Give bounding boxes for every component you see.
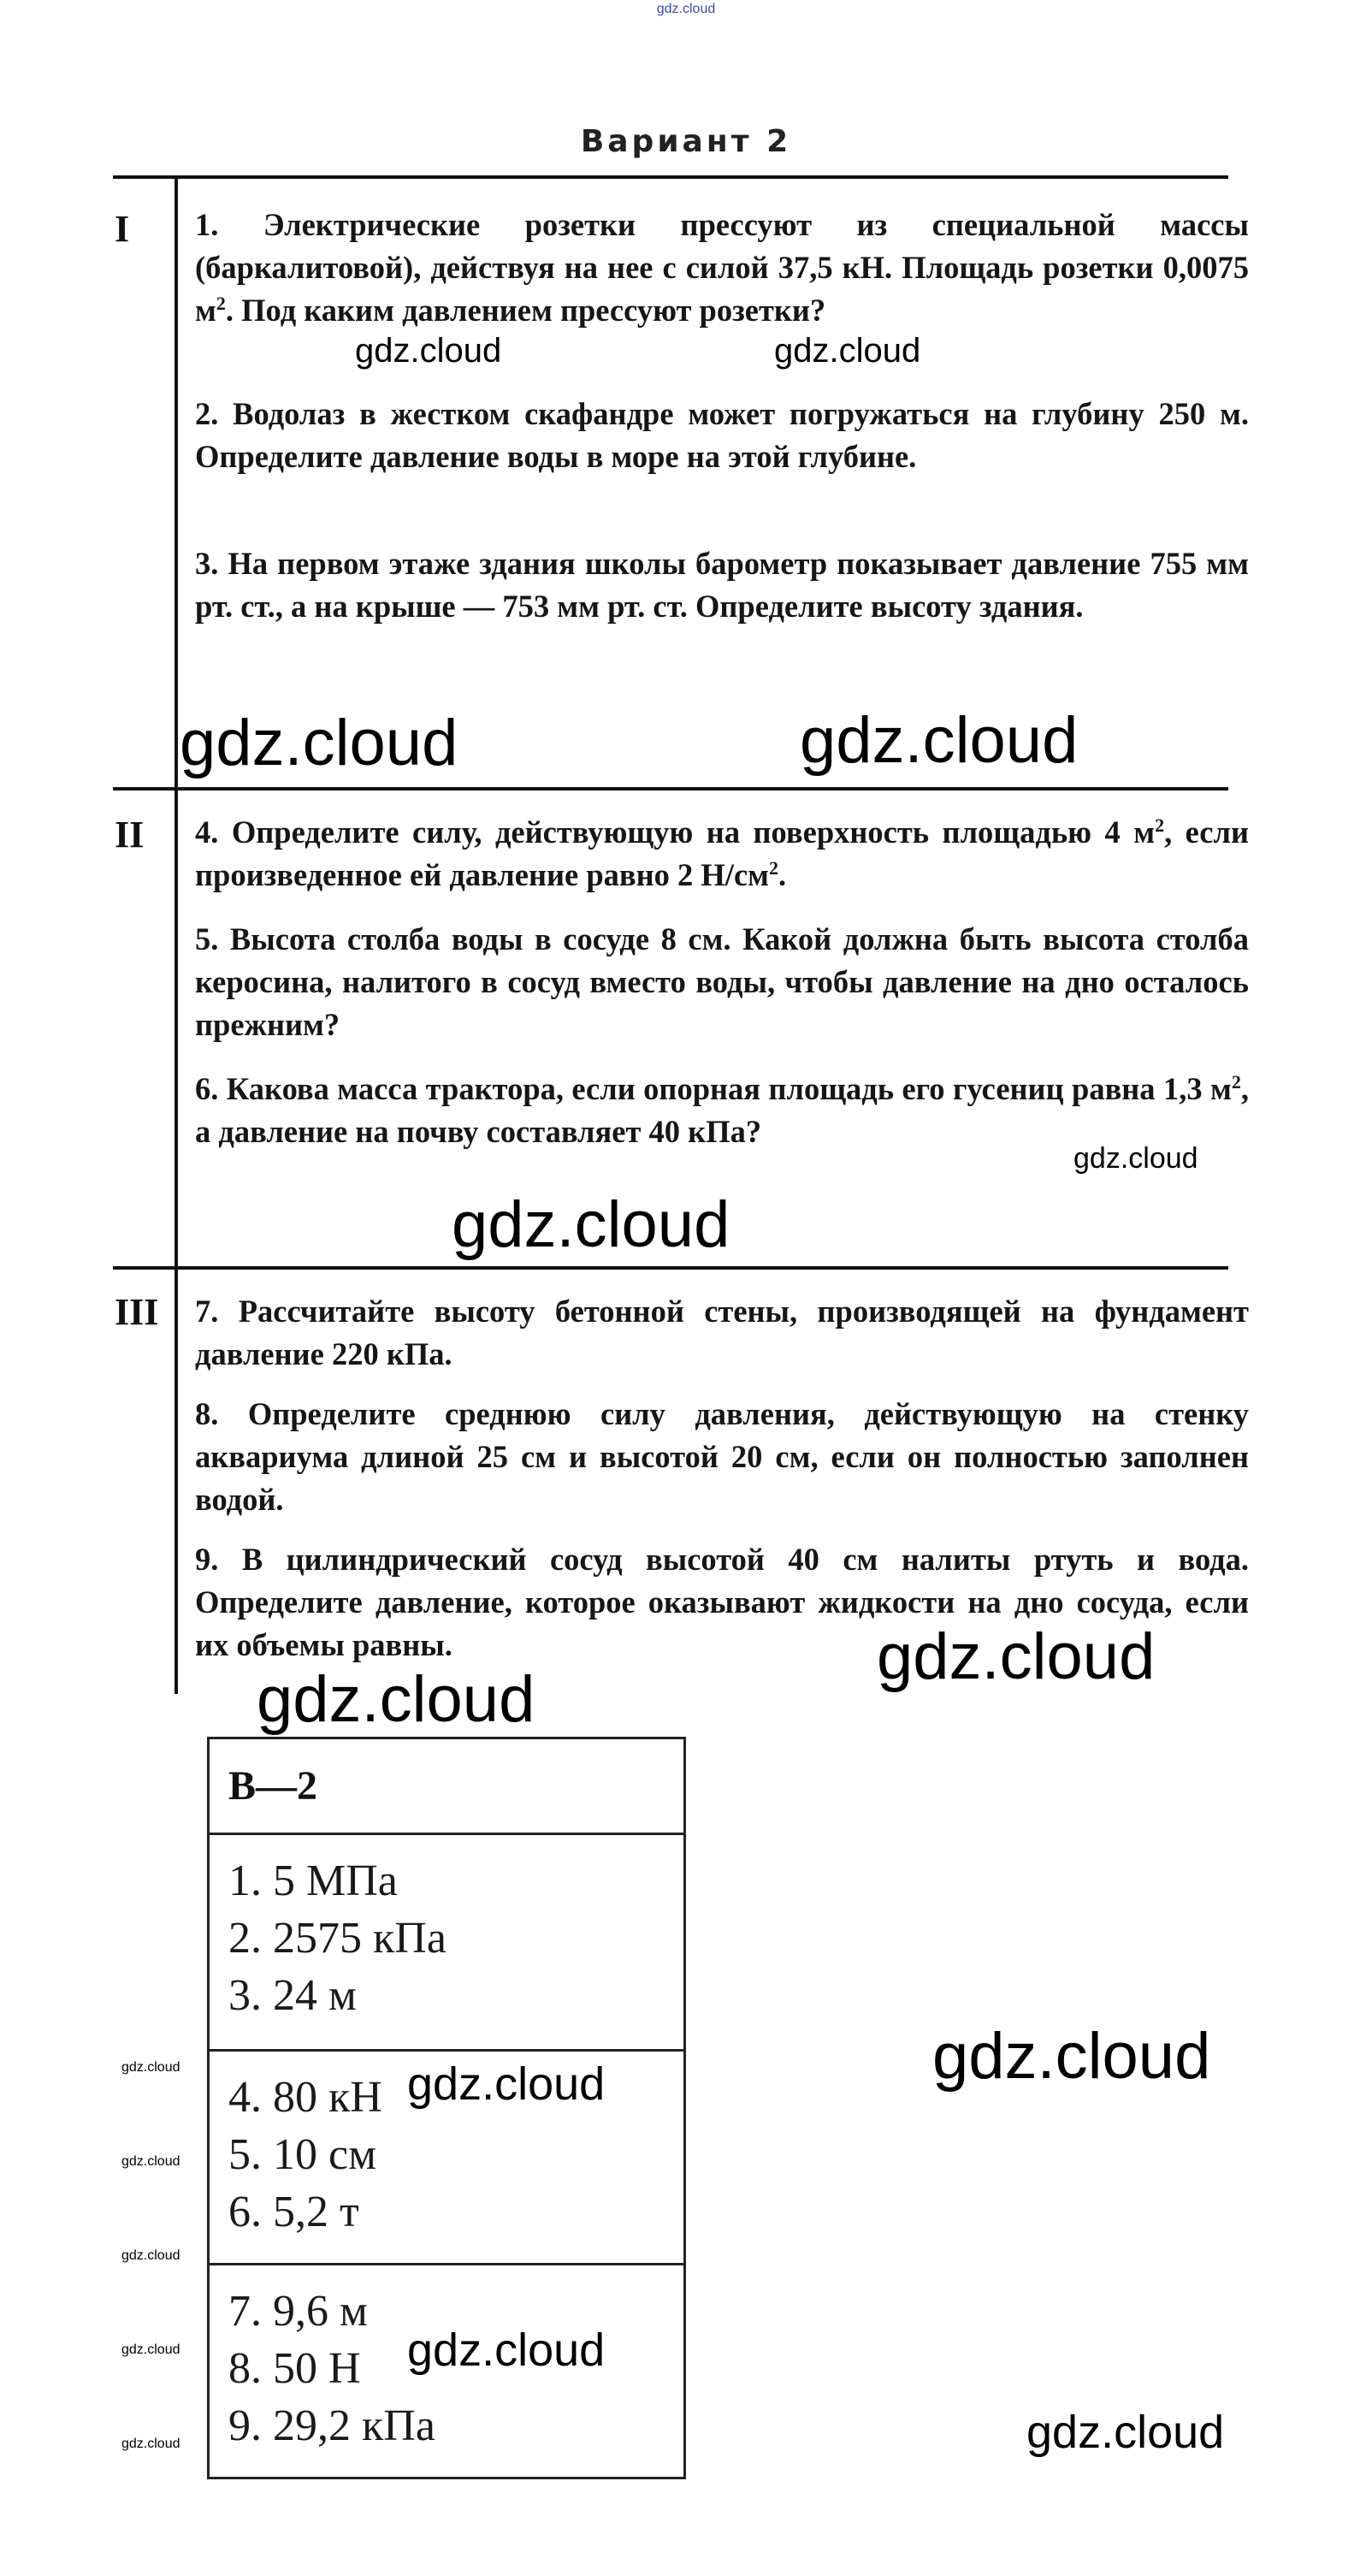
task-3 bbox=[195, 542, 1249, 628]
superscript: 2 bbox=[216, 292, 226, 314]
answer-6: 6. 5,2 т bbox=[228, 2188, 359, 2236]
watermark: gdz.cloud bbox=[774, 332, 921, 370]
task-2 bbox=[195, 393, 1249, 478]
answer-5: 5. 10 см bbox=[228, 2130, 376, 2179]
task-text-tail: . bbox=[778, 857, 787, 892]
task-text: Определите среднюю силу давления, действующую на стенку аквариума длиной 25 см и высотой 20 см, если он полностью заполнен водой. bbox=[195, 1396, 1250, 1517]
section-divider-2 bbox=[113, 787, 1228, 791]
task-number: 4. bbox=[195, 814, 219, 850]
section-roman-1: I bbox=[115, 208, 130, 250]
task-text: Определите силу, действующую на поверхность площадью 4 м bbox=[231, 814, 1156, 850]
task-text: На первом этаже здания школы барометр показывает давление 755 мм рт. ст., а на крыше — 753 мм рт. ст. Определите высоту здания. bbox=[195, 546, 1250, 624]
task-number: 9. bbox=[195, 1542, 219, 1577]
answer-3: 3. 24 м bbox=[228, 1971, 357, 2020]
answer-4: 4. 80 кН bbox=[228, 2073, 382, 2122]
task-number: 5. bbox=[195, 921, 219, 956]
answer-7: 7. 9,6 м bbox=[228, 2287, 368, 2336]
task-5 bbox=[195, 918, 1249, 1046]
task-number: 6. bbox=[195, 1071, 219, 1106]
task-number: 2. bbox=[195, 396, 219, 431]
superscript: 2 bbox=[769, 856, 779, 879]
table-top-rule bbox=[113, 175, 1228, 179]
task-text: Электрические розетки прессуют из специальной массы (баркалитовой), действуя на нее с силой 37,5 кН. Площадь розетки 0,0075 м bbox=[195, 207, 1250, 328]
watermark: gdz.cloud bbox=[452, 1188, 730, 1261]
watermark: gdz.cloud bbox=[180, 707, 458, 779]
section-divider-3 bbox=[113, 1266, 1228, 1270]
task-text: Водолаз в жестком скафандре может погружаться на глубину 250 м. Определите давление воды в море на этой глубине. bbox=[195, 396, 1249, 474]
task-8 bbox=[195, 1393, 1249, 1521]
watermark: gdz.cloud bbox=[932, 2020, 1211, 2093]
watermark: gdz.cloud bbox=[877, 1620, 1156, 1693]
task-number: 7. bbox=[195, 1294, 219, 1329]
task-6 bbox=[195, 1068, 1249, 1153]
watermark: gdz.cloud bbox=[121, 2060, 180, 2075]
answers-group-1 bbox=[210, 1835, 683, 2049]
watermark: gdz.cloud bbox=[257, 1663, 535, 1736]
answer-2: 2. 2575 кПа bbox=[228, 1914, 446, 1963]
watermark: gdz.cloud bbox=[407, 2058, 606, 2110]
section-roman-2: II bbox=[115, 814, 145, 856]
answers-header: В—2 bbox=[210, 1739, 683, 1835]
task-number: 8. bbox=[195, 1396, 219, 1431]
task-number: 3. bbox=[195, 546, 219, 581]
task-text: Высота столба воды в сосуде 8 см. Какой должна быть высота столба керосина, налитого в сосуд вместо воды, чтобы давление на дно осталось прежним? bbox=[195, 921, 1249, 1042]
task-7 bbox=[195, 1290, 1249, 1376]
task-text: Какова масса трактора, если опорная площадь его гусениц равна 1,3 м bbox=[226, 1071, 1232, 1106]
task-text-mid: , если произведенное ей давление равно 2 Н/см bbox=[195, 814, 1250, 892]
watermark: gdz.cloud bbox=[121, 2248, 180, 2263]
variant-title: Вариант 2 bbox=[580, 124, 792, 159]
watermark: gdz.cloud bbox=[355, 332, 502, 370]
task-1 bbox=[195, 204, 1249, 332]
watermark: gdz.cloud bbox=[1073, 1142, 1198, 1175]
watermark: gdz.cloud bbox=[121, 2154, 180, 2169]
table-vertical-rule bbox=[174, 175, 178, 1694]
task-text: Рассчитайте высоту бетонной стены, производящей на фундамент давление 220 кПа. bbox=[195, 1294, 1249, 1371]
answer-9: 9. 29,2 кПа bbox=[228, 2401, 435, 2450]
answer-8: 8. 50 Н bbox=[228, 2344, 361, 2393]
superscript: 2 bbox=[1231, 1070, 1241, 1093]
answer-1: 1. 5 МПа bbox=[228, 1856, 398, 1905]
task-text-tail: , а давление на почву составляет 40 кПа? bbox=[195, 1071, 1249, 1149]
watermark: gdz.cloud bbox=[121, 2437, 180, 2451]
section-roman-3: III bbox=[115, 1291, 159, 1333]
watermark: gdz.cloud bbox=[121, 2342, 180, 2357]
watermark: gdz.cloud bbox=[800, 704, 1079, 777]
task-4 bbox=[195, 811, 1249, 897]
watermark: gdz.cloud bbox=[407, 2324, 606, 2376]
task-number: 1. bbox=[195, 207, 219, 242]
top-watermark: gdz.cloud bbox=[656, 2, 716, 16]
watermark: gdz.cloud bbox=[1026, 2407, 1225, 2458]
superscript: 2 bbox=[1155, 814, 1165, 836]
task-text: В цилиндрический сосуд высотой 40 см налиты ртуть и вода. Определите давление, которое оказывают жидкости на дно сосуда, если их объемы равны. bbox=[195, 1542, 1249, 1662]
task-text-tail: . Под каким давлением прессуют розетки? bbox=[225, 293, 826, 328]
